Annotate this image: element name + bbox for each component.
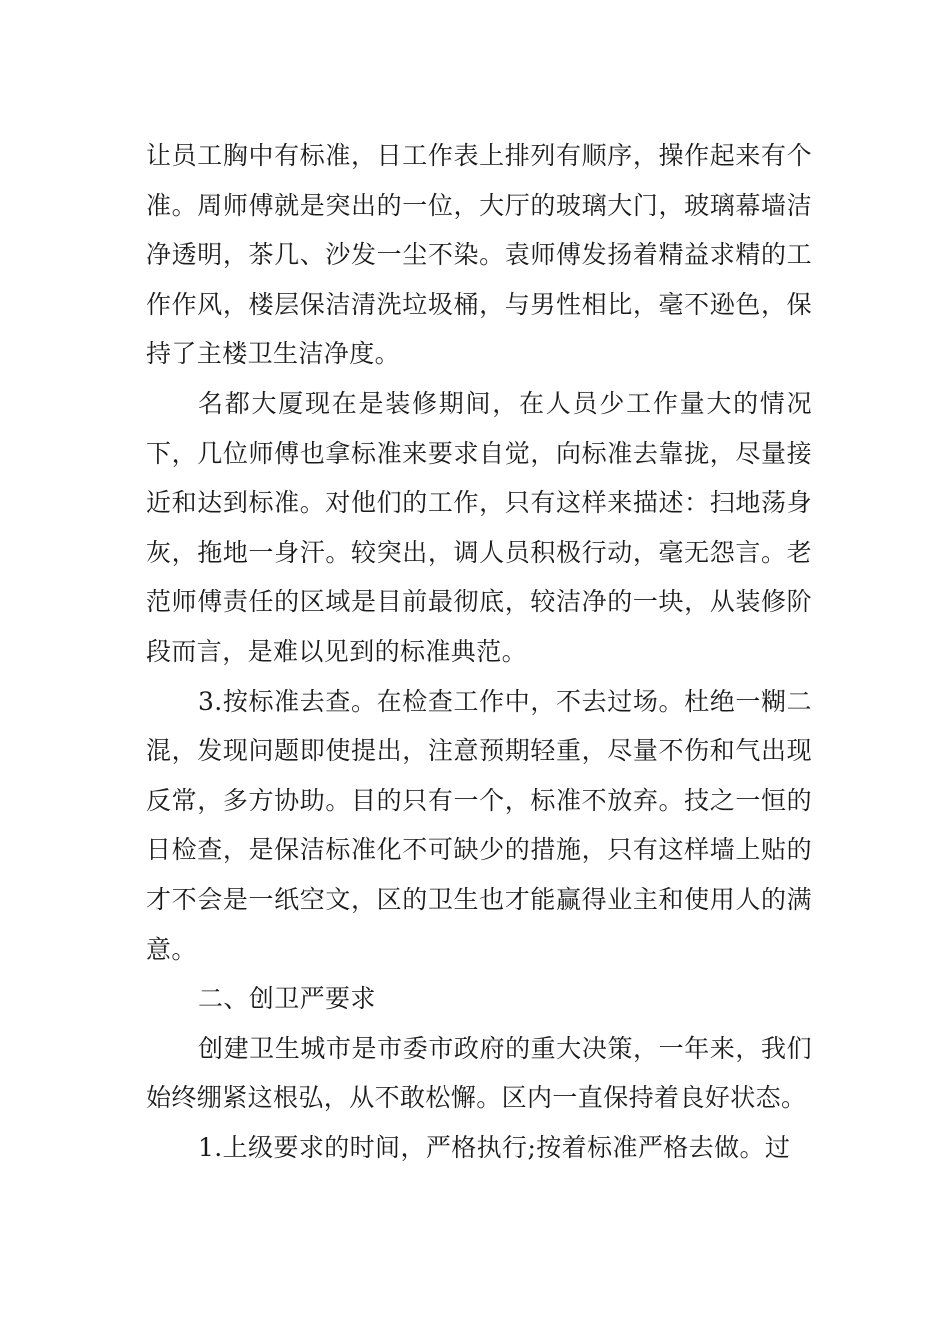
paragraph-4: 创建卫生城市是市委市政府的重大决策，一年来，我们始终绷紧这根弘，从不敢松懈。区内一直保持着良好状态。	[146, 1033, 812, 1113]
paragraph-5: 1.上级要求的时间，严格执行;按着标准严格去做。过	[198, 1132, 791, 1162]
paragraph-2: 名都大厦现在是装修期间，在人员少工作量大的情况下，几位师傅也拿标准来要求自觉，向标准去靠拢，尽量接近和达到标准。对他们的工作，只有这样来描述：扫地荡身灰，拖地一身汗。较突出，调人员积极行动，毫无怨言。老范师傅责任的区域是目前最彻底，较洁净的一块，从装修阶段而言，是难以见到的标准典范。	[146, 388, 812, 666]
paragraph-1: 让员工胸中有标准，日工作表上排列有顺序，操作起来有个准。周师傅就是突出的一位，大厅的玻璃大门，玻璃幕墙洁净透明，茶几、沙发一尘不染。袁师傅发扬着精益求精的工作作风，楼层保洁清洗垃圾桶，与男性相比，毫不逊色，保持了主楼卫生洁净度。	[146, 141, 812, 369]
document-body	[146, 131, 812, 1172]
paragraph-3: 3.按标准去查。在检查工作中，不去过场。杜绝一糊二混，发现问题即使提出，注意预期轻重，尽量不伤和气出现反常，多方协助。目的只有一个，标准不放弃。技之一恒的日检查，是保洁标准化不可缺少的措施，只有这样墙上贴的才不会是一纸空文，区的卫生也才能赢得业主和使用人的满意。	[146, 686, 812, 964]
section-heading: 二、创卫严要求	[198, 984, 376, 1014]
